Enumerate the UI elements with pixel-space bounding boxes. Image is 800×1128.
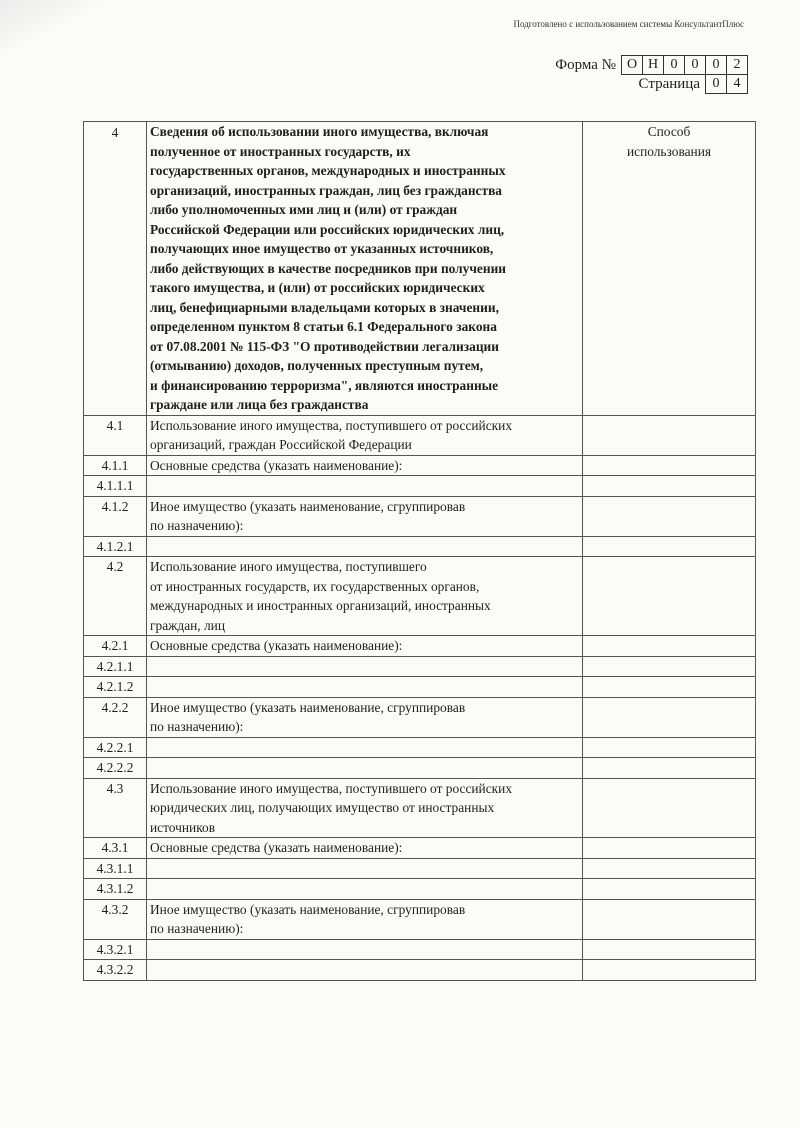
row-number: 4.3.1.2	[84, 879, 147, 900]
table-row	[84, 899, 756, 939]
row-usage-method[interactable]	[583, 960, 756, 981]
row-usage-method[interactable]	[583, 737, 756, 758]
row-description: Основные средства (указать наименование):	[147, 636, 583, 657]
row-number: 4.2.1.1	[84, 656, 147, 677]
row-description: Использование иного имущества, поступившего от российских организаций, граждан Российской Федерации	[147, 415, 583, 455]
form-code-cell: О	[621, 55, 643, 75]
row-number: 4.1.1.1	[84, 476, 147, 497]
row-number: 4.3	[84, 778, 147, 838]
row-usage-method[interactable]	[583, 838, 756, 859]
row-number: 4.2.2.1	[84, 737, 147, 758]
row-description	[147, 677, 583, 698]
table-row	[84, 636, 756, 657]
table-row	[84, 656, 756, 677]
table-row	[84, 415, 756, 455]
section-title: Сведения об использовании иного имущества, включая полученное от иностранных государств, их государственных органов, международных и иностранных организаций, иностранных граждан, лиц без гражданства либо уполномоченных ими лиц и (или) от граждан Российской Федерации или российских юридических лиц, получающих иное имущество от указанных источников, либо действующих в качестве посредников при получении такого имущества, и (или) от российских юридических лиц, бенефициарными владельцами которых в значении, определенном пунктом 8 статьи 6.1 Федерального закона от 07.08.2001 № 115-ФЗ "О противодействии легализации (отмыванию) доходов, полученных преступным путем, и финансированию терроризма", являются иностранные граждане или лица без гражданства	[147, 122, 583, 416]
row-usage-method[interactable]	[583, 557, 756, 636]
form-code-cell: 2	[726, 55, 748, 75]
row-usage-method[interactable]	[583, 697, 756, 737]
form-number-block	[555, 55, 748, 94]
table-row	[84, 758, 756, 779]
row-description: Основные средства (указать наименование):	[147, 838, 583, 859]
table-row	[84, 677, 756, 698]
form-number-label: Форма №	[555, 56, 616, 73]
row-description: Иное имущество (указать наименование, сгруппировав по назначению):	[147, 496, 583, 536]
row-description	[147, 536, 583, 557]
page-corner-fold	[0, 0, 110, 80]
table-row	[84, 960, 756, 981]
page-code-cell: 0	[705, 74, 727, 94]
row-usage-method[interactable]	[583, 899, 756, 939]
row-description	[147, 939, 583, 960]
form-code-cell: 0	[705, 55, 727, 75]
row-usage-method[interactable]	[583, 939, 756, 960]
row-description	[147, 879, 583, 900]
form-code-cell: Н	[642, 55, 664, 75]
row-usage-method[interactable]	[583, 758, 756, 779]
row-number: 4.3.2	[84, 899, 147, 939]
row-number: 4.2.2.2	[84, 758, 147, 779]
table-row	[84, 737, 756, 758]
row-description: Иное имущество (указать наименование, сгруппировав по назначению):	[147, 899, 583, 939]
row-description	[147, 656, 583, 677]
row-description	[147, 758, 583, 779]
form-number-row	[555, 55, 748, 75]
row-number: 4.1.2.1	[84, 536, 147, 557]
table-row	[84, 496, 756, 536]
table-row	[84, 557, 756, 636]
row-number: 4.3.2.2	[84, 960, 147, 981]
section-number: 4	[84, 122, 147, 416]
table-row	[84, 536, 756, 557]
row-number: 4.3.1.1	[84, 858, 147, 879]
prepared-note: Подготовлено с использованием системы КонсультантПлюс	[513, 19, 744, 29]
row-number: 4.3.2.1	[84, 939, 147, 960]
row-number: 4.3.1	[84, 838, 147, 859]
page-number-label: Страница	[638, 76, 700, 92]
table-row	[84, 778, 756, 838]
property-usage-table	[83, 121, 756, 981]
table-row	[84, 476, 756, 497]
table-row	[84, 455, 756, 476]
usage-method-header: Способ использования	[583, 122, 756, 416]
row-usage-method[interactable]	[583, 496, 756, 536]
row-usage-method[interactable]	[583, 636, 756, 657]
table-row	[84, 697, 756, 737]
row-description	[147, 960, 583, 981]
row-usage-method[interactable]	[583, 656, 756, 677]
row-usage-method[interactable]	[583, 415, 756, 455]
row-usage-method[interactable]	[583, 879, 756, 900]
table-header-row	[84, 122, 756, 416]
row-usage-method[interactable]	[583, 858, 756, 879]
row-usage-method[interactable]	[583, 536, 756, 557]
row-description	[147, 476, 583, 497]
form-code-cell: 0	[684, 55, 706, 75]
row-usage-method[interactable]	[583, 677, 756, 698]
row-number: 4.1.1	[84, 455, 147, 476]
row-description	[147, 858, 583, 879]
row-description: Использование иного имущества, поступившего от российских юридических лиц, получающих имущество от иностранных источников	[147, 778, 583, 838]
table-row	[84, 838, 756, 859]
row-number: 4.1	[84, 415, 147, 455]
row-description	[147, 737, 583, 758]
row-number: 4.1.2	[84, 496, 147, 536]
row-description: Использование иного имущества, поступившего от иностранных государств, их государственных органов, международных и иностранных организаций, иностранных граждан, лиц	[147, 557, 583, 636]
form-code-cell: 0	[663, 55, 685, 75]
table-row	[84, 858, 756, 879]
row-number: 4.2.2	[84, 697, 147, 737]
page-number-row	[555, 75, 748, 94]
row-number: 4.2	[84, 557, 147, 636]
table-row	[84, 879, 756, 900]
row-usage-method[interactable]	[583, 476, 756, 497]
row-usage-method[interactable]	[583, 778, 756, 838]
row-usage-method[interactable]	[583, 455, 756, 476]
page-code-cell: 4	[726, 74, 748, 94]
table-row	[84, 939, 756, 960]
row-description: Иное имущество (указать наименование, сгруппировав по назначению):	[147, 697, 583, 737]
row-number: 4.2.1	[84, 636, 147, 657]
row-description: Основные средства (указать наименование):	[147, 455, 583, 476]
row-number: 4.2.1.2	[84, 677, 147, 698]
